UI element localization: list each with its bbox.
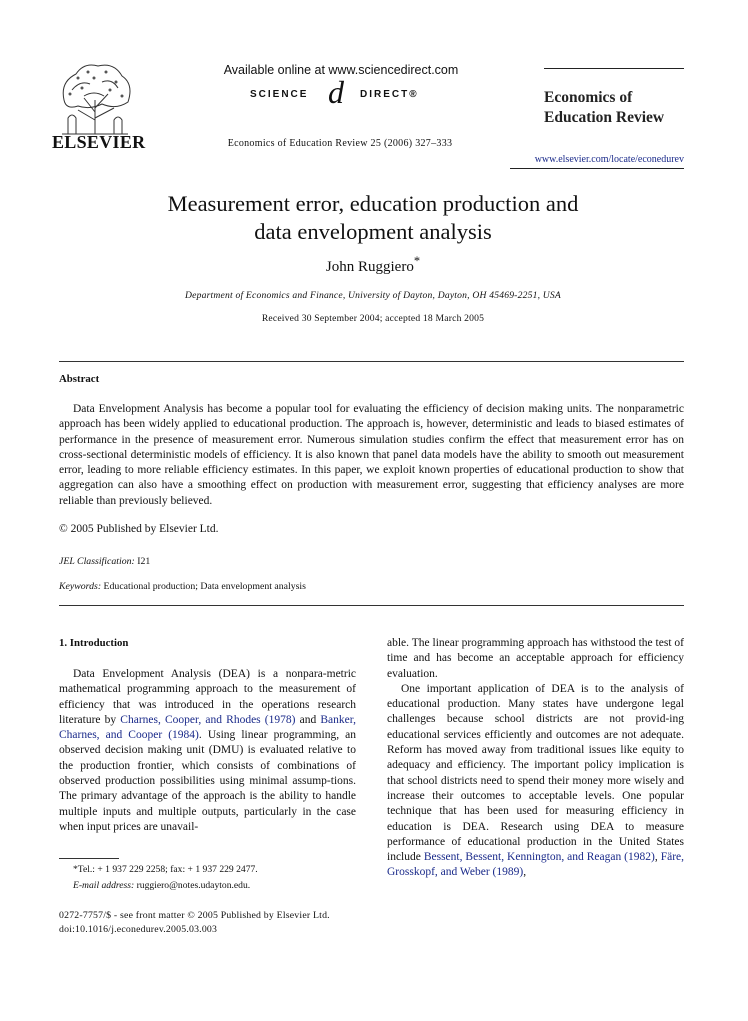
publisher-wordmark: ELSEVIER xyxy=(52,132,146,152)
sd-science-word: SCIENCE xyxy=(250,89,309,100)
jel-classification xyxy=(59,556,150,567)
doi-line[interactable]: doi:10.1016/j.econedurev.2005.03.003 xyxy=(59,924,218,935)
intro-p1-text-b: and xyxy=(295,713,321,726)
citation-link-bessent[interactable]: Bessent, Bessent, Kennington, and Reagan (1982) xyxy=(423,851,655,864)
journal-name-line2: Education Review xyxy=(544,109,665,126)
author-footnote-mark[interactable]: * xyxy=(413,254,421,268)
abstract-heading: Abstract xyxy=(59,373,100,385)
email-label: E-mail address: xyxy=(73,880,135,891)
available-online-banner[interactable]: Available online at www.sciencedirect.com xyxy=(223,63,459,77)
sciencedirect-logo[interactable] xyxy=(250,74,450,110)
footnote-rule xyxy=(59,858,119,859)
author-name xyxy=(200,254,546,276)
abstract-bottom-rule xyxy=(59,605,684,606)
sd-at-glyph: d xyxy=(328,74,344,110)
citation-link-charnes[interactable]: Charnes, Cooper, and Rhodes (1978) xyxy=(120,713,296,726)
section-heading-introduction: 1. Introduction xyxy=(59,637,129,649)
front-matter-line: 0272-7757/$ - see front matter © 2005 Published by Elsevier Ltd. xyxy=(59,910,330,921)
citation-link-fare[interactable]: Färe, Grosskopf, and Weber (1989) xyxy=(387,851,684,879)
elsevier-tree-logo xyxy=(54,60,136,136)
citation-link-banker[interactable]: Banker, Charnes, and Cooper (1984) xyxy=(59,713,356,742)
intro-p1-text-a: Data Envelopment Analysis (DEA) is a nonpara-metric mathematical programming approach to the measurement of efficiency that was introduced in the operations research literature by xyxy=(59,668,356,726)
footnote-contact: *Tel.: + 1 937 229 2258; fax: + 1 937 229 2477. xyxy=(73,864,258,875)
header-rule-bottom xyxy=(510,168,684,169)
title-line1: Measurement error, education production and xyxy=(167,191,579,216)
abstract-top-rule xyxy=(59,361,684,362)
keywords xyxy=(59,581,306,592)
intro-p3-text-a: One important application of DEA is to the analysis of educational production. Many states have undergone legal challenges because school districts are not provid-ing educational services efficiently and outcomes are not adequate. Reform has moved away from traditional issues like equity to adequacy and efficiency. The important policy implication is that school districts need to spend their money more wisely and increase their outcomes to acceptable levels. One popular technique that has been used for measuring efficiency in education is DEA. Research using DEA to measure performance of educational production in the United States include xyxy=(387,682,684,864)
left-column xyxy=(59,667,356,835)
author-name-text: John Ruggiero xyxy=(325,259,414,275)
author-affiliation: Department of Economics and Finance, University of Dayton, Dayton, OH 45469-2251, USA xyxy=(185,290,561,301)
jel-value: I21 xyxy=(134,556,151,567)
article-title xyxy=(90,190,656,246)
keywords-label: Keywords: xyxy=(59,581,102,592)
sd-direct-word: DIRECT® xyxy=(360,89,419,100)
journal-name-line1: Economics of xyxy=(544,89,633,106)
intro-paragraph-3 xyxy=(387,682,684,881)
email-value[interactable]: ruggiero@notes.udayton.edu. xyxy=(134,880,251,891)
intro-paragraph-2: able. The linear programming approach has withstood the test of time and has become an acceptable approach for efficiency evaluation. xyxy=(387,637,684,680)
journal-url-link[interactable]: www.elsevier.com/locate/econedurev xyxy=(534,154,684,165)
received-dates: Received 30 September 2004; accepted 18 March 2005 xyxy=(261,313,485,324)
intro-p1-text-c: . Using linear programming, an observed decision making unit (DMU) is evaluated relative to the production frontier, which consists of combinations of observed production possibilities using minimal assump-tions. The primary advantage of the approach is the ability to handle multiple inputs and multiple outputs, particularly in the case when input prices are unavail- xyxy=(59,729,356,833)
header-rule-top xyxy=(544,68,684,69)
footnote-email xyxy=(59,880,356,891)
journal-citation: Economics of Education Review 25 (2006) 327–333 xyxy=(227,138,453,149)
abstract-copyright: © 2005 Published by Elsevier Ltd. xyxy=(59,523,219,535)
intro-p3-text-c: , xyxy=(523,866,527,879)
jel-label: JEL Classification: xyxy=(59,556,135,567)
title-line2: data envelopment analysis xyxy=(254,219,492,244)
keywords-value: Educational production; Data envelopment analysis xyxy=(101,581,306,592)
right-column xyxy=(387,636,684,881)
abstract-body: Data Envelopment Analysis has become a popular tool for evaluating the efficiency of decision making units. The nonparametric approach has been widely applied to educational production. The approach is, however, deterministic and leads to biased estimates of performance in the presence of measurement error. Numerous simulation studies confirm the effect that measurement error has on cross-sectional deterministic models of efficiency. It is also known that panel data models have the ability to smooth out measurement error, leading to more reliable efficiency estimates. In this paper, we exploit known properties of educational production to show that aggregation can also have a smoothing effect on production with measurement error, suggesting that efficiency analyses are more reliable than previously believed. xyxy=(59,403,684,507)
intro-paragraph-1 xyxy=(59,667,356,835)
journal-name xyxy=(544,88,664,128)
intro-p3-text-b: , xyxy=(654,851,661,864)
